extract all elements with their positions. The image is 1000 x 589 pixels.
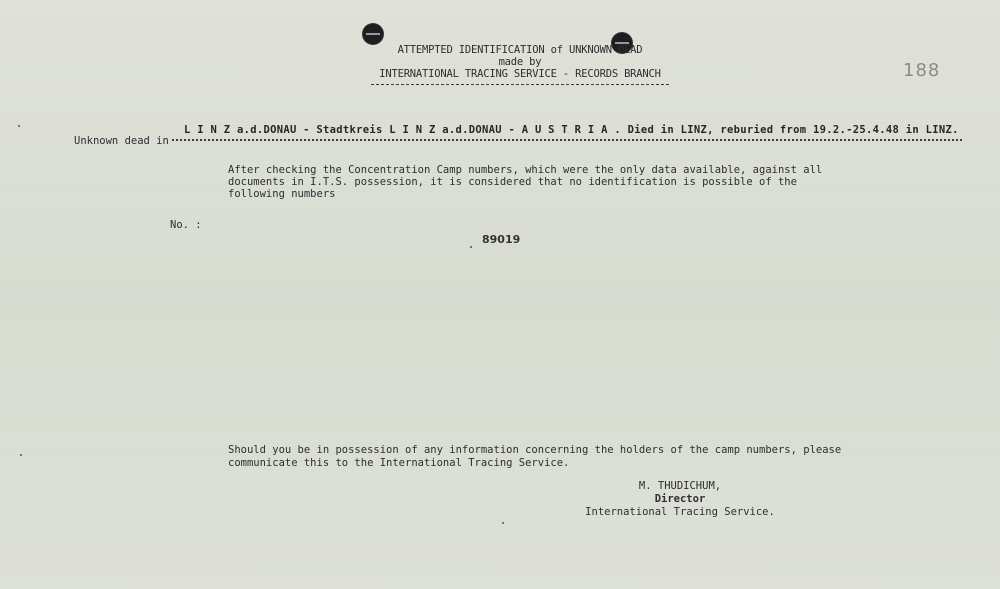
signatory-organization: International Tracing Service.	[585, 506, 775, 518]
place-label: Unknown dead in	[74, 135, 169, 147]
closing-paragraph: Should you be in possession of any information concerning the holders of the camp numbers, please communicate this to the International Tracing Service.	[228, 444, 842, 469]
paper-speck	[20, 454, 22, 456]
paper-speck	[18, 125, 20, 127]
paper-speck	[502, 522, 504, 524]
paper-speck	[470, 246, 472, 248]
header-organization: INTERNATIONAL TRACING SERVICE - RECORDS BRANCH	[379, 68, 661, 80]
card-number: 188	[903, 60, 941, 81]
signatory-title: Director	[654, 493, 706, 505]
header-rule	[371, 84, 669, 85]
signatory-name: M. THUDICHUM,	[638, 480, 722, 492]
header-title: ATTEMPTED IDENTIFICATION of UNKNOWN DEAD	[397, 44, 643, 56]
punch-hole-left	[363, 24, 383, 44]
document-header	[340, 44, 700, 85]
place-value: L I N Z a.d.DONAU - Stadtkreis L I N Z a.d.DONAU - A U S T R I A . Died in LINZ, reburied from 19.2.-25.4.48 in LINZ.	[184, 124, 959, 136]
intro-paragraph: After checking the Concentration Camp numbers, which were the only data available, against all documents in I.T.S. possession, it is considered that no identification is possible of the following numbers	[228, 164, 823, 200]
header-made-by: made by	[498, 56, 542, 68]
numbers-label: No. :	[170, 219, 202, 231]
signature-block	[560, 480, 800, 519]
camp-number: 89019	[482, 233, 521, 246]
